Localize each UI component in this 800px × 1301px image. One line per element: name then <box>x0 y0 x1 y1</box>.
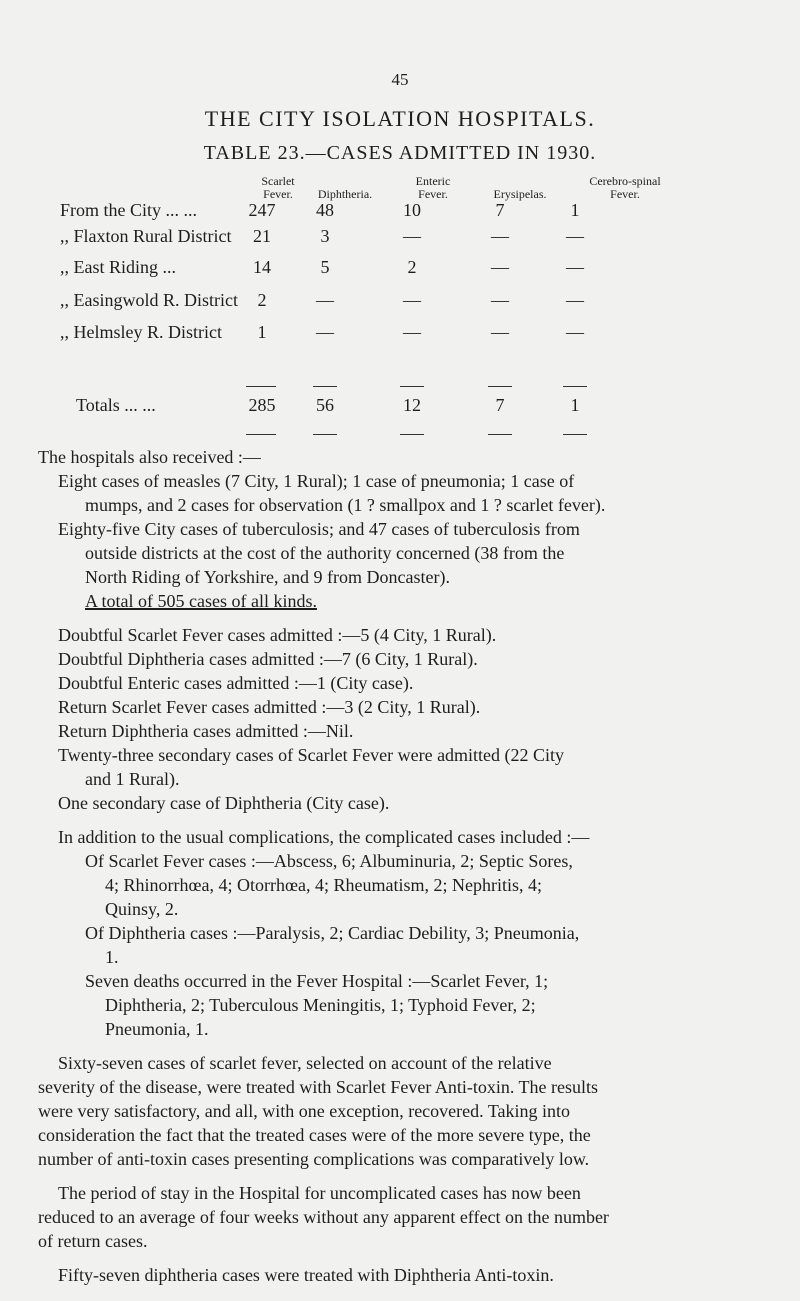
table-cell: — <box>403 290 421 310</box>
table-cell: 2 <box>407 257 417 277</box>
table-cell: — <box>316 290 334 310</box>
paragraph-line: In addition to the usual complications, the complicated cases included :— <box>58 827 590 847</box>
table-cell: 56 <box>316 395 334 415</box>
table-cell: — <box>566 322 584 342</box>
table-cell: 285 <box>248 395 276 415</box>
table-title: TABLE 23.—CASES ADMITTED IN 1930. <box>203 142 597 164</box>
col-header-erysipelas: Erysipelas. <box>493 187 547 201</box>
col-header-diphtheria: Diphtheria. <box>317 187 373 201</box>
paragraph-line: Twenty-three secondary cases of Scarlet Fever were admitted (22 City <box>58 745 565 765</box>
paragraph-line: were very satisfactory, and all, with one exception, recovered. Taking into <box>38 1101 571 1121</box>
row-label: ,, Easingwold R. District <box>60 290 238 310</box>
paragraph-line: The period of stay in the Hospital for uncomplicated cases has now been <box>58 1183 581 1203</box>
row-label: ,, East Riding ... <box>60 257 176 277</box>
table-cell: — <box>491 257 509 277</box>
paragraph-line: Return Scarlet Fever cases admitted :—3 (2 City, 1 Rural). <box>58 697 481 717</box>
table-cell: — <box>491 226 509 246</box>
paragraph-line: Diphtheria, 2; Tuberculous Meningitis, 1; Typhoid Fever, 2; <box>105 995 536 1015</box>
table-cell: 3 <box>320 226 330 246</box>
paragraph-line: mumps, and 2 cases for observation (1 ? smallpox and 1 ? scarlet fever). <box>85 495 606 515</box>
table-cell: 48 <box>316 200 334 220</box>
paragraph-line: Of Scarlet Fever cases :—Abscess, 6; Albuminuria, 2; Septic Sores, <box>85 851 573 871</box>
row-label: ,, Helmsley R. District <box>60 322 222 342</box>
table-cell: 7 <box>495 200 505 220</box>
table-cell: — <box>566 290 584 310</box>
paragraph-line: 4; Rhinorrhœa, 4; Otorrhœa, 4; Rheumatism, 2; Nephritis, 4; <box>105 875 542 895</box>
paragraph-line: Doubtful Scarlet Fever cases admitted :—5 (4 City, 1 Rural). <box>58 625 497 645</box>
row-label: Totals ... ... <box>76 395 156 415</box>
paragraph-line: The hospitals also received :— <box>38 447 261 467</box>
paragraph-line: consideration the fact that the treated cases were of the more severe type, the <box>38 1125 591 1145</box>
paragraph-line: 1. <box>105 947 119 967</box>
table-cell: — <box>403 322 421 342</box>
paragraph-line: Pneumonia, 1. <box>105 1019 209 1039</box>
paragraph-line: A total of 505 cases of all kinds. <box>85 591 317 611</box>
paragraph-line: severity of the disease, were treated with Scarlet Fever Anti-toxin. The results <box>38 1077 598 1097</box>
table-cell: 1 <box>257 322 267 342</box>
paragraph-line: Quinsy, 2. <box>105 899 179 919</box>
col-header-scarlet-fever: Scarlet Fever. <box>261 174 295 201</box>
table-cell: — <box>491 322 509 342</box>
paragraph-line: North Riding of Yorkshire, and 9 from Doncaster). <box>85 567 450 587</box>
table-cell: — <box>403 226 421 246</box>
paragraph-line: Fifty-seven diphtheria cases were treated with Diphtheria Anti-toxin. <box>58 1265 554 1285</box>
table-cell: 7 <box>495 395 505 415</box>
paragraph-line: of return cases. <box>38 1231 148 1251</box>
table-cell: 10 <box>403 200 421 220</box>
paragraph-line: outside districts at the cost of the authority concerned (38 from the <box>85 543 565 563</box>
paragraph-line: Of Diphtheria cases :—Paralysis, 2; Cardiac Debility, 3; Pneumonia, <box>85 923 580 943</box>
table-cell: 1 <box>570 200 580 220</box>
table-cell: 14 <box>253 257 271 277</box>
paragraph-line: Doubtful Enteric cases admitted :—1 (City case). <box>58 673 414 693</box>
page-title: THE CITY ISOLATION HOSPITALS. <box>204 106 596 131</box>
paragraph-line: Eight cases of measles (7 City, 1 Rural); 1 case of pneumonia; 1 case of <box>58 471 575 491</box>
row-label: From the City ... ... <box>60 200 198 220</box>
row-label: ,, Flaxton Rural District <box>60 226 232 246</box>
table-cell: 247 <box>248 200 276 220</box>
table-cell: — <box>566 226 584 246</box>
table-cell: — <box>566 257 584 277</box>
table-cell: 2 <box>257 290 267 310</box>
table-cell: 1 <box>570 395 580 415</box>
table-cell: — <box>316 322 334 342</box>
paragraph-line: Seven deaths occurred in the Fever Hospital :—Scarlet Fever, 1; <box>85 971 549 991</box>
table-cell: 5 <box>320 257 330 277</box>
paragraph-line: One secondary case of Diphtheria (City case). <box>58 793 390 813</box>
paragraph-line: Doubtful Diphtheria cases admitted :—7 (6 City, 1 Rural). <box>58 649 478 669</box>
paragraph-line: Sixty-seven cases of scarlet fever, selected on account of the relative <box>58 1053 552 1073</box>
paragraph-line: number of anti-toxin cases presenting complications was comparatively low. <box>38 1149 590 1169</box>
paragraph-line: Return Diphtheria cases admitted :—Nil. <box>58 721 354 741</box>
paragraph-line: and 1 Rural). <box>85 769 180 789</box>
table-cell: 21 <box>253 226 271 246</box>
paragraph-line: reduced to an average of four weeks without any apparent effect on the number <box>38 1207 609 1227</box>
col-header-cerebro-spinal-fever: Cerebro-spinal Fever. <box>589 174 661 201</box>
paragraph-line: Eighty-five City cases of tuberculosis; and 47 cases of tuberculosis from <box>58 519 580 539</box>
table-cell: 12 <box>403 395 421 415</box>
page-number: 45 <box>391 70 409 89</box>
table-cell: — <box>491 290 509 310</box>
col-header-enteric-fever: Enteric Fever. <box>415 174 451 201</box>
